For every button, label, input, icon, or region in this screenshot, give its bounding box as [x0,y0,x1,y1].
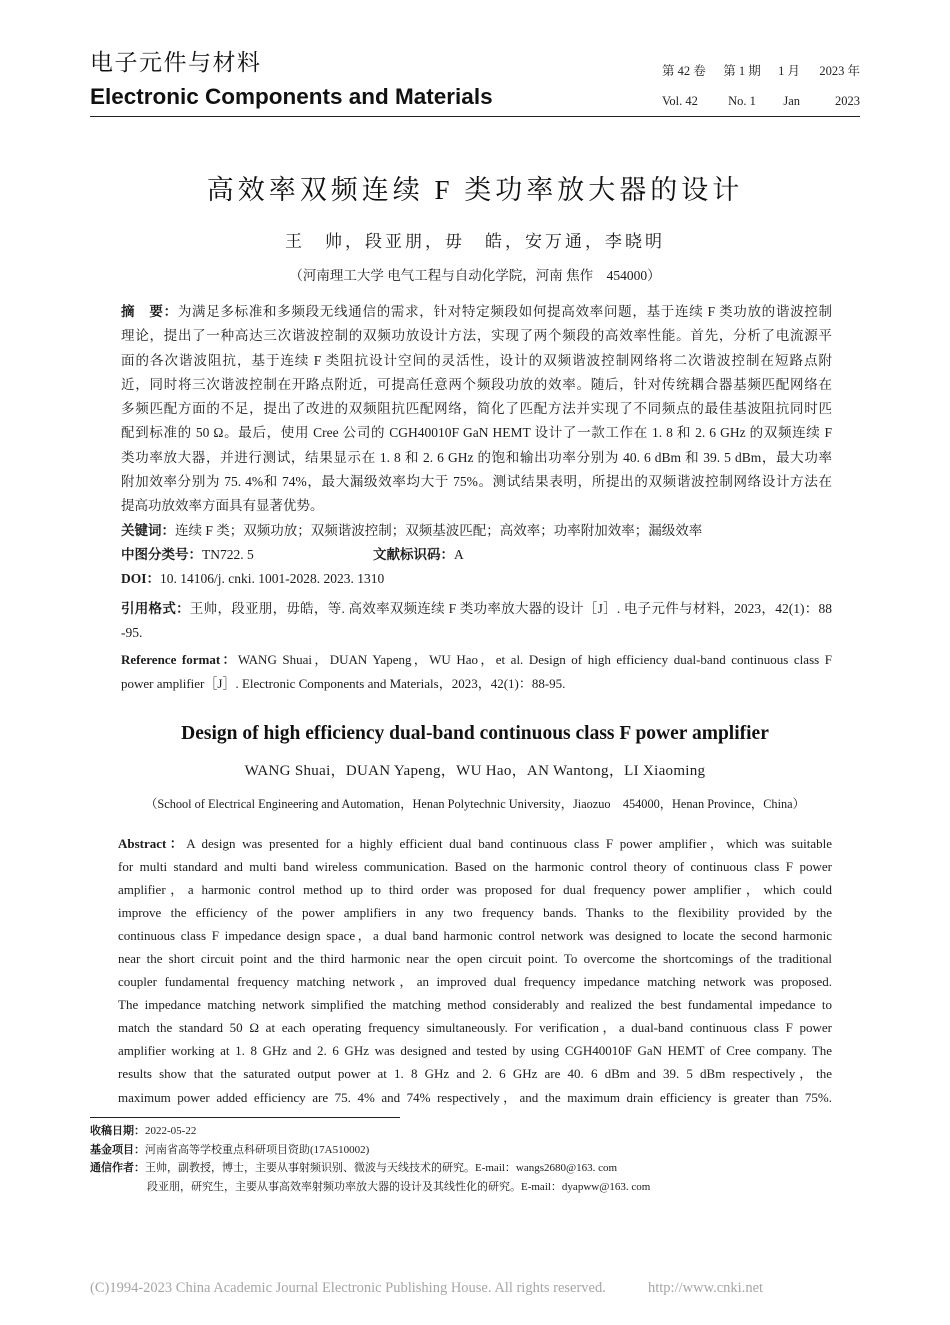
corresponding-author-2: 段亚朋，研究生，主要从事高效率射频功率放大器的设计及其线性化的研究。E-mail：dyapww@163. com [147,1180,651,1193]
abstract-cn-line [121,300,832,324]
abstract-en-line: coupler fundamental frequency matching network，an improved dual frequency impedance matching network was proposed. [118,974,832,990]
footnote-corresponding [90,1159,860,1178]
issue-volume-cn: 第 42 卷 [662,64,706,78]
abstract-en [118,832,832,1109]
citation-cn-line [121,597,832,621]
authors-cn: 王 帅，段亚朋，毋 皓，安万通，李晓明 [285,232,665,251]
abstract-cn-label: 摘 要： [121,304,178,319]
corresponding-author-1: 王帅，副教授，博士，主要从事射频识别、微波与天线技术的研究。E-mail：wangs2680@163. com [145,1162,618,1175]
abstract-en-line: near the short circuit point and the third harmonic near the open circuit point. To overcome the shortcomings of the traditional [118,950,832,966]
abstract-cn-line: 近，同时将三次谐波控制在开路点附近，可提高任意两个频段功放的效率。随后，针对传统耦合器基频匹配网络在 [121,376,832,392]
issue-info-cn [0,63,950,79]
journal-name-cn: 电子元件与材料 [90,50,262,76]
abstract-en-line: maximum power added efficiency are 75. 4% and 74% respectively，and the maximum drain efficiency is greater than 75%. [118,1089,832,1105]
abstract-cn-line: 提高功放效率方面具有显著优势。 [121,498,324,514]
abstract-en-line: amplifier，a harmonic control method up to third order was proposed for dual frequency power amplifier，which could [118,881,832,897]
citation-en-label: Reference format： [121,652,238,667]
copyright-watermark: (C)1994-2023 China Academic Journal Electronic Publishing House. All rights reserved. [90,1280,606,1296]
paper-title-en: Design of high efficiency dual-band continuous class F power amplifier [181,723,769,744]
corresponding-label: 通信作者： [90,1162,145,1175]
header-divider [90,116,860,117]
abstract-en-line: continuous class F impedance design space，a dual band harmonic control network was designed to locate the second harmonic [118,927,832,943]
classification-row [121,543,832,567]
issue-volume-en: Vol. 42 [662,94,698,108]
clc-value: TN722. 5 [202,546,254,562]
abstract-cn-text: 为满足多标准和多频段无线通信的需求，针对特定频段如何提高效率问题，基于连续 F 类功放的谐波控制 [177,304,832,319]
issue-number-cn: 第 1 期 [723,64,761,78]
abstract-en-line: match the standard 50 Ω at each operating frequency simultaneously. For verification，a dual-band continuous class F power [118,1020,832,1036]
journal-name-en: Electronic Components and Materials [90,84,493,109]
fund-text: 河南省高等学校重点科研项目资助(17A510002) [145,1143,370,1156]
abstract-en-text: A design was presented for a highly efficient dual band continuous class F power amplifier，which was suitable [186,835,832,851]
abstract-cn-line: 面的各次谐波阻抗，基于连续 F 类阻抗设计空间的灵活性，设计的双频谐波控制网络将二次谐波控制在短路点附 [121,352,832,368]
paper-title-cn: 高效率双频连续 F 类功率放大器的设计 [206,175,744,205]
abstract-cn-line: 配到标准的 50 Ω。最后，使用 Cree 公司的 CGH40010F GaN HEMT 设计了一款工作在 1. 8 和 2. 6 GHz 的双频连续 F [121,425,832,441]
issue-info-en [0,93,950,109]
abstract-cn-line: 多频匹配方面的不足，提出了改进的双频阻抗匹配网络，简化了匹配方法并实现了不同频点的最佳基波阻抗同时匹 [121,401,832,417]
footnote-received [90,1122,860,1141]
doc-code-label: 文献标识码： [373,546,454,562]
abstract-en-line: amplifier working at 1. 8 GHz and 2. 6 GHz was designed and tested by using CGH40010F GaN HEMT of Cree company. The [118,1043,832,1059]
doi-value: 10. 14106/j. cnki. 1001-2028. 2023. 1310 [160,571,385,587]
issue-year-cn: 2023 年 [819,64,860,78]
affiliation-en: （School of Electrical Engineering and Automation，Henan Polytechnic University，Jiaozuo 454000，Henan Province，China） [145,797,805,811]
abstract-cn-line: 理论，提出了一种高达三次谐波控制的双频功放设计方法，实现了两个频段的高效率性能。首先，分析了电流源平 [121,328,832,344]
keywords-text: 连续 F 类；双频功放；双频谐波控制；双频基波匹配；高效率；功率附加效率；漏级效率 [175,522,703,538]
doc-code-value: A [454,546,464,562]
citation-en-line [121,648,832,672]
citation-cn-text: 王帅，段亚朋，毋皓，等. 高效率双频连续 F 类功率放大器的设计［J］. 电子元件与材料，2023，42(1)：88 [189,601,832,616]
issue-month-en: Jan [783,94,800,108]
abstract-en-label: Abstract： [118,835,187,851]
footnote-divider [90,1117,400,1118]
keywords-cn [121,519,832,543]
citation-cn-line: -95. [121,625,143,640]
abstract-cn [121,300,832,592]
doi-row [121,567,832,591]
clc-label: 中图分类号： [121,546,202,562]
abstract-en-line: improve the efficiency of the power amplifiers in any two frequency bands. Thanks to the flexibility provided by the [118,904,832,920]
abstract-en-line [118,832,832,855]
citation-cn-label: 引用格式： [121,601,190,616]
watermark-url: http://www.cnki.net [648,1280,764,1296]
received-label: 收稿日期： [90,1125,145,1137]
issue-number-en: No. 1 [728,94,756,108]
received-date: 2022-05-22 [145,1125,197,1137]
abstract-cn-line: 类功率放大器，并进行测试，结果显示在 1. 8 和 2. 6 GHz 的饱和输出功率分别为 40. 6 dBm 和 39. 5 dBm，最大功率 [121,449,832,465]
footnotes [90,1122,860,1196]
doi-label: DOI： [121,571,161,587]
issue-year-en: 2023 [835,94,860,108]
citation-en [121,648,832,696]
fund-label: 基金项目： [90,1143,145,1156]
abstract-cn-line: 附加效率分别为 75. 4%和 74%，最大漏级效率均大于 75%。测试结果表明，所提出的双频谐波控制网络设计方法在 [121,474,832,490]
citation-en-text: WANG Shuai，DUAN Yapeng，WU Hao，et al. Design of high efficiency dual-band continuous class F [237,652,832,667]
issue-month-cn: 1 月 [778,64,800,78]
authors-en: WANG Shuai，DUAN Yapeng，WU Hao，AN Wantong，LI Xiaoming [244,763,706,779]
citation-cn [121,597,832,645]
citation-en-line: power amplifier［J］. Electronic Components and Materials，2023，42(1)：88-95. [121,676,566,691]
abstract-en-line: for multi standard and multi band wireless communication. Based on the harmonic control theory of continuous class F power [118,858,832,874]
abstract-en-line: The impedance matching network simplified the matching method considerably and realized the best fundamental impedance to [118,997,832,1013]
keywords-label: 关键词： [121,522,175,538]
abstract-en-line: results show that the saturated output power at 1. 8 GHz and 2. 6 GHz are 40. 6 dBm and 39. 5 dBm respectively，the [118,1066,832,1082]
doc-code [373,543,464,567]
footnote-fund [90,1141,860,1160]
affiliation-cn: （河南理工大学 电气工程与自动化学院，河南 焦作 454000） [289,268,661,283]
